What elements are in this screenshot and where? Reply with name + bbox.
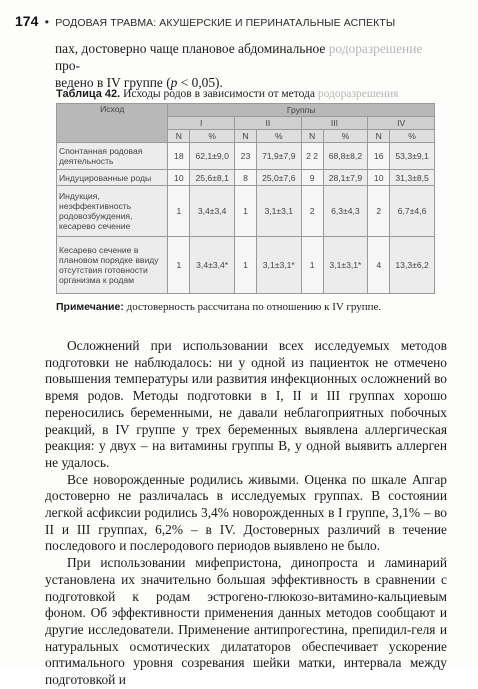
cell-n: 2 2	[301, 143, 323, 170]
cell-pct: 3,4±3,4	[190, 186, 235, 237]
cell-pct: 68,8±8,2	[323, 143, 368, 170]
page-number: 174	[15, 13, 39, 29]
cell-n: 1	[301, 237, 323, 294]
cell-n: 1	[168, 186, 190, 237]
col-outcome-header: Исход	[57, 104, 168, 143]
cell-n: 2	[301, 186, 323, 237]
pct-header: %	[256, 130, 301, 143]
body-paragraph: Осложнений при использовании всех исследуемых методов подготовки не наблюдалось: ни у одной из пациенток не отмечено повышения температуры или развития инфекционных осложнений во время родов. Методы подготовки в I, II и III группах хорошо переносились беременными, не давали неблагоприятных побочных реакций, в IV группе у трех беременных выявлена аллергическая реакция: у двух – на витамины группы В, у одной выявить аллерген не удалось.	[45, 338, 447, 470]
table-caption-label: Таблица 42.	[56, 88, 121, 100]
cell-pct: 3,1±3,1*	[323, 237, 368, 294]
body-paragraph: При использовании мифепристона, динопроста и ламинарий установлена их значительно большая эффективность в сравнении с подготовкой к родам эстрогено-глюкозо-витамино-кальциевым фоном. Об эффективности применения данных методов сообщают и другие исследователи. Применение антипрогестина, препидил-геля и натуральных осмотических дилататоров обеспечивает ускорение оптимального уровня созревания шейки матки, интервала между подготовкой и	[45, 555, 447, 688]
cell-pct: 25,6±8,1	[190, 170, 235, 186]
row-outcome: Индуцированные роды	[57, 170, 168, 186]
cell-pct: 28,1±7,9	[323, 170, 368, 186]
table-caption-faded: родоразрешения	[317, 88, 399, 100]
body-paragraph: Все новорожденные родились живыми. Оценка по шкале Апгар достоверно не различалась в исследуемых группах. В состоянии легкой асфиксии родились 3,4% новорожденных в I группе, 3,1% – во II и III группах, 6,2% – в IV. Достоверных различий в течение последового и послеродового периодов выявлено не было.	[45, 471, 447, 554]
cell-n: 2	[368, 186, 390, 237]
running-title: РОДОВАЯ ТРАВМА: АКУШЕРСКИЕ И ПЕРИНАТАЛЬНЫЕ АСПЕКТЫ	[55, 17, 396, 29]
cell-n: 8	[235, 170, 257, 186]
col-groups-header: Группы	[168, 104, 435, 117]
cell-n: 1	[168, 237, 190, 294]
row-outcome: Кесарево сечение в плановом порядке ввиду отсутствия готовности организма к родам	[57, 237, 168, 294]
outcomes-table	[56, 103, 435, 294]
intro-paragraph	[55, 40, 435, 91]
row-outcome: Спонтанная родовая деятельность	[57, 143, 168, 170]
n-header: N	[235, 130, 257, 143]
cell-pct: 3,4±3,4*	[190, 237, 235, 294]
cell-pct: 6,3±4,3	[323, 186, 368, 237]
header-bullet: •	[44, 15, 49, 29]
pct-header: %	[390, 130, 435, 143]
intro-line2-tail: < 0,05).	[177, 75, 223, 90]
intro-p-symbol: p	[170, 75, 178, 90]
cell-pct: 31,3±8,5	[390, 170, 435, 186]
cell-pct: 13,3±6,2	[390, 237, 435, 294]
cell-n: 16	[368, 143, 390, 170]
cell-n: 4	[368, 237, 390, 294]
cell-n: 18	[168, 143, 190, 170]
note-label: Примечание:	[56, 301, 124, 313]
cell-n: 10	[368, 170, 390, 186]
table-note	[56, 301, 446, 313]
intro-line1-tail: про-	[55, 58, 81, 73]
cell-n: 1	[235, 237, 257, 294]
table-row	[57, 143, 435, 170]
group-header: III	[301, 117, 368, 130]
running-header	[15, 13, 455, 31]
group-header: IV	[368, 117, 435, 130]
row-outcome: Индукция, неэффективность родовозбуждения, кесарево сечение	[57, 186, 168, 237]
note-text: достоверность рассчитана по отношению к IV группе.	[123, 301, 382, 313]
pct-header: %	[323, 130, 368, 143]
n-header: N	[301, 130, 323, 143]
cell-pct: 25,0±7,6	[256, 170, 301, 186]
cell-pct: 6,7±4,6	[390, 186, 435, 237]
body-text	[45, 338, 447, 689]
group-header: I	[168, 117, 235, 130]
cell-n: 1	[235, 186, 257, 237]
table-caption	[56, 88, 436, 100]
intro-line2-text: ведено в IV группе (	[55, 75, 171, 90]
cell-pct: 71,9±7,9	[256, 143, 301, 170]
pct-header: %	[190, 130, 235, 143]
cell-pct: 3,1±3,1*	[256, 237, 301, 294]
n-header: N	[168, 130, 190, 143]
intro-line1-text: пах, достоверно чаще плановое абдоминальное	[55, 41, 329, 56]
intro-faded-word: родоразрешение	[328, 41, 423, 56]
table-row	[57, 237, 435, 294]
table-caption-text: Исходы родов в зависимости от метода	[120, 88, 318, 100]
cell-n: 23	[235, 143, 257, 170]
table-header-row	[57, 104, 435, 117]
cell-pct: 53,3±9,1	[390, 143, 435, 170]
n-header: N	[368, 130, 390, 143]
cell-n: 10	[168, 170, 190, 186]
table-row	[57, 170, 435, 186]
group-header: II	[235, 117, 302, 130]
cell-n: 9	[301, 170, 323, 186]
table-row	[57, 186, 435, 237]
cell-pct: 3,1±3,1	[256, 186, 301, 237]
cell-pct: 62,1±9,0	[190, 143, 235, 170]
